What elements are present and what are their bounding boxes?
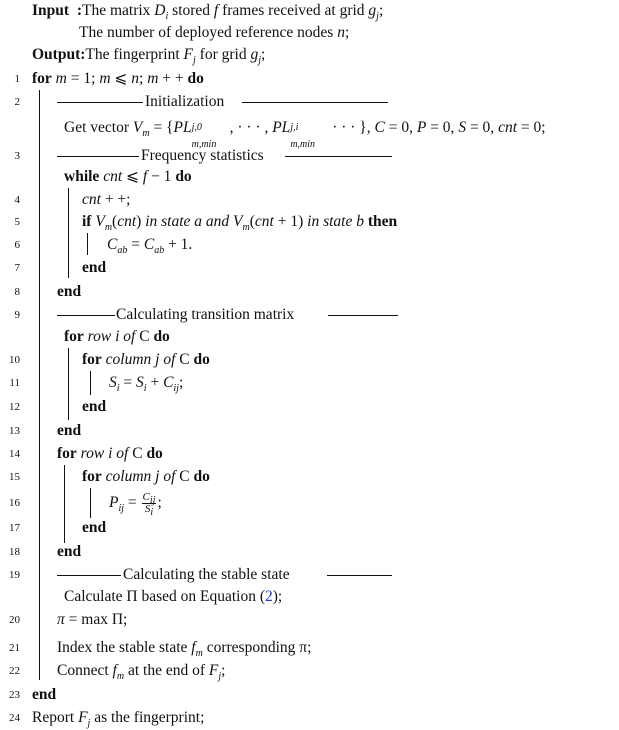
while-keyword: while: [64, 168, 100, 185]
algo-line-18: [57, 541, 81, 563]
rule: [57, 102, 143, 103]
block-bar-col: [90, 371, 91, 395]
end-keyword: end: [57, 422, 82, 439]
algo-line-22: Connect $f_m$ at the end of $F_j$;: [57, 662, 226, 683]
corresponding-text: corresponding π;: [206, 639, 312, 656]
output-label: Output:: [32, 46, 86, 63]
init-label-text: Initialization: [145, 93, 225, 110]
calc-pi-text: Calculate Π based on Equation (: [64, 588, 266, 605]
block-bar-main: [39, 90, 40, 680]
algo-line-7: [82, 257, 106, 279]
input-line-2: The number of deployed reference nodes n;: [79, 24, 350, 41]
do-keyword: do: [187, 70, 204, 87]
algo-line-11: $S_i = S_i + C_{ij}$;: [109, 374, 184, 395]
rule: [57, 315, 115, 316]
row-i-of: row i of: [80, 445, 129, 462]
line-number: 2: [14, 96, 20, 108]
output-text-2: for grid: [199, 46, 247, 63]
input-text-2: stored: [172, 2, 211, 19]
input-line-2-text: The number of deployed reference nodes: [79, 24, 334, 41]
for-row-line: for row i of C do: [64, 328, 170, 345]
line-number: 7: [14, 262, 20, 274]
line-number: 14: [9, 448, 20, 460]
line-number: 11: [9, 377, 20, 389]
line-number: 13: [9, 425, 20, 437]
algo-line-8: [57, 281, 81, 303]
line-number: 8: [14, 286, 20, 298]
do-keyword: do: [193, 468, 210, 485]
block-bar-row2: [64, 465, 65, 543]
for-keyword: for: [82, 468, 102, 485]
for-keyword: for: [82, 351, 102, 368]
end-keyword: end: [82, 398, 107, 415]
do-keyword: do: [153, 328, 170, 345]
algo-line-20: π = max Π;: [57, 611, 128, 628]
get-vector-text: Get vector: [64, 119, 129, 136]
block-bar-col2: [90, 488, 91, 518]
calc-stable-label-text: Calculating the stable state: [123, 566, 290, 583]
init-label: [145, 91, 224, 113]
output-line: Output:The fingerprint $F_j$ for grid $g_j$;: [32, 46, 266, 67]
line-number: 20: [9, 614, 20, 626]
algo-line-10: for column j of C do: [82, 351, 210, 368]
column-j-of: column j of: [105, 468, 176, 485]
do-keyword: do: [146, 445, 163, 462]
line-number: 6: [14, 239, 20, 251]
rule: [327, 575, 392, 576]
end-keyword: end: [82, 519, 107, 536]
line-number: 12: [9, 401, 20, 413]
calc-pi-end: );: [272, 588, 283, 605]
rule: [328, 315, 398, 316]
in-state-b: in state b: [307, 213, 364, 230]
line-number: 17: [9, 522, 20, 534]
algo-line-15: for column j of C do: [82, 468, 210, 485]
line-number: 21: [9, 642, 20, 654]
end-keyword: end: [32, 686, 57, 703]
calc-tm-label-text: Calculating transition matrix: [116, 306, 295, 323]
then-keyword: then: [367, 213, 398, 230]
input-sep: :: [76, 2, 82, 19]
do-keyword: do: [193, 351, 210, 368]
line-number: 24: [9, 712, 20, 724]
at-end-of-text: at the end of: [127, 662, 205, 679]
for-keyword: for: [64, 328, 84, 345]
for-keyword: for: [57, 445, 77, 462]
line-number: 18: [9, 546, 20, 558]
line-number: 16: [9, 497, 20, 509]
input-label: Input: [32, 2, 70, 19]
algo-line-24: Report $F_j$ as the fingerprint;: [32, 709, 205, 730]
line-number: 23: [9, 689, 20, 701]
block-bar-row: [68, 348, 69, 420]
line-number: 3: [14, 150, 20, 162]
algo-line-23: [32, 684, 56, 706]
equation-link[interactable]: 2: [265, 588, 273, 605]
input-line: Input :The matrix $D_i$ stored f frames received at grid $g_j$;: [32, 2, 384, 23]
report-text: Report: [32, 709, 75, 726]
line-number: 15: [9, 471, 20, 483]
in-state-a: in state a and: [145, 213, 230, 230]
algo-line-17: [82, 517, 106, 539]
if-keyword: if: [82, 213, 92, 230]
index-text: Index the stable state: [57, 639, 188, 656]
calc-tm-label: [116, 304, 294, 326]
algo-line-13: [57, 420, 81, 442]
while-line: while cnt ⩽ f − 1 do: [64, 168, 192, 185]
algo-line-5: if $V_m(cnt)$ in state a and $V_m(cnt + 1)$ in state b then: [82, 213, 398, 234]
freq-label: [141, 145, 264, 167]
line-number: 22: [9, 665, 20, 677]
for-keyword: for: [32, 70, 52, 87]
rule: [57, 156, 139, 157]
line-number: 19: [9, 569, 20, 581]
input-text-3: frames received at grid: [222, 2, 365, 19]
connect-text: Connect: [57, 662, 109, 679]
rule: [285, 156, 392, 157]
block-bar-while: [68, 188, 69, 278]
as-fingerprint-text: as the fingerprint;: [94, 709, 205, 726]
algo-line-21: Index the stable state $f_m$ corresponding π;: [57, 639, 312, 660]
rule: [57, 575, 121, 576]
output-text: The fingerprint: [85, 46, 180, 63]
line-number: 1: [14, 73, 20, 85]
end-keyword: end: [57, 543, 82, 560]
line-number: 4: [14, 194, 20, 206]
row-i-of: row i of: [87, 328, 136, 345]
algo-line-4: cnt + +;: [82, 191, 131, 208]
algo-line-16: $P_{ij}$ = $\frac{C_{ij}}{S_i}$ ;: [109, 491, 162, 519]
rule: [242, 102, 388, 103]
freq-label-text: Frequency statistics: [141, 147, 264, 164]
column-j-of: column j of: [105, 351, 176, 368]
line-number: 9: [14, 309, 20, 321]
algo-line-12: [82, 396, 106, 418]
algo-line-1: for m = 1; m ⩽ n; m + + do: [32, 70, 204, 87]
line-number: 5: [14, 216, 20, 228]
end-keyword: end: [82, 259, 107, 276]
end-keyword: end: [57, 283, 82, 300]
algo-line-14: for row i of C do: [57, 445, 163, 462]
calc-pi-line: [64, 586, 282, 608]
input-text: The matrix: [81, 2, 151, 19]
calc-stable-label: [123, 564, 290, 586]
do-keyword: do: [175, 168, 192, 185]
block-bar-if: [87, 233, 88, 255]
get-vector-line: Get vector $V_m = \{PL$ j,0 m,min , · · · , PL j,i m,min · · · }, C = 0, P = 0, S = 0, cnt = 0;: [64, 119, 546, 150]
algo-line-6: $C_{ab} = C_{ab} + 1$.: [107, 236, 193, 257]
line-number: 10: [9, 354, 20, 366]
